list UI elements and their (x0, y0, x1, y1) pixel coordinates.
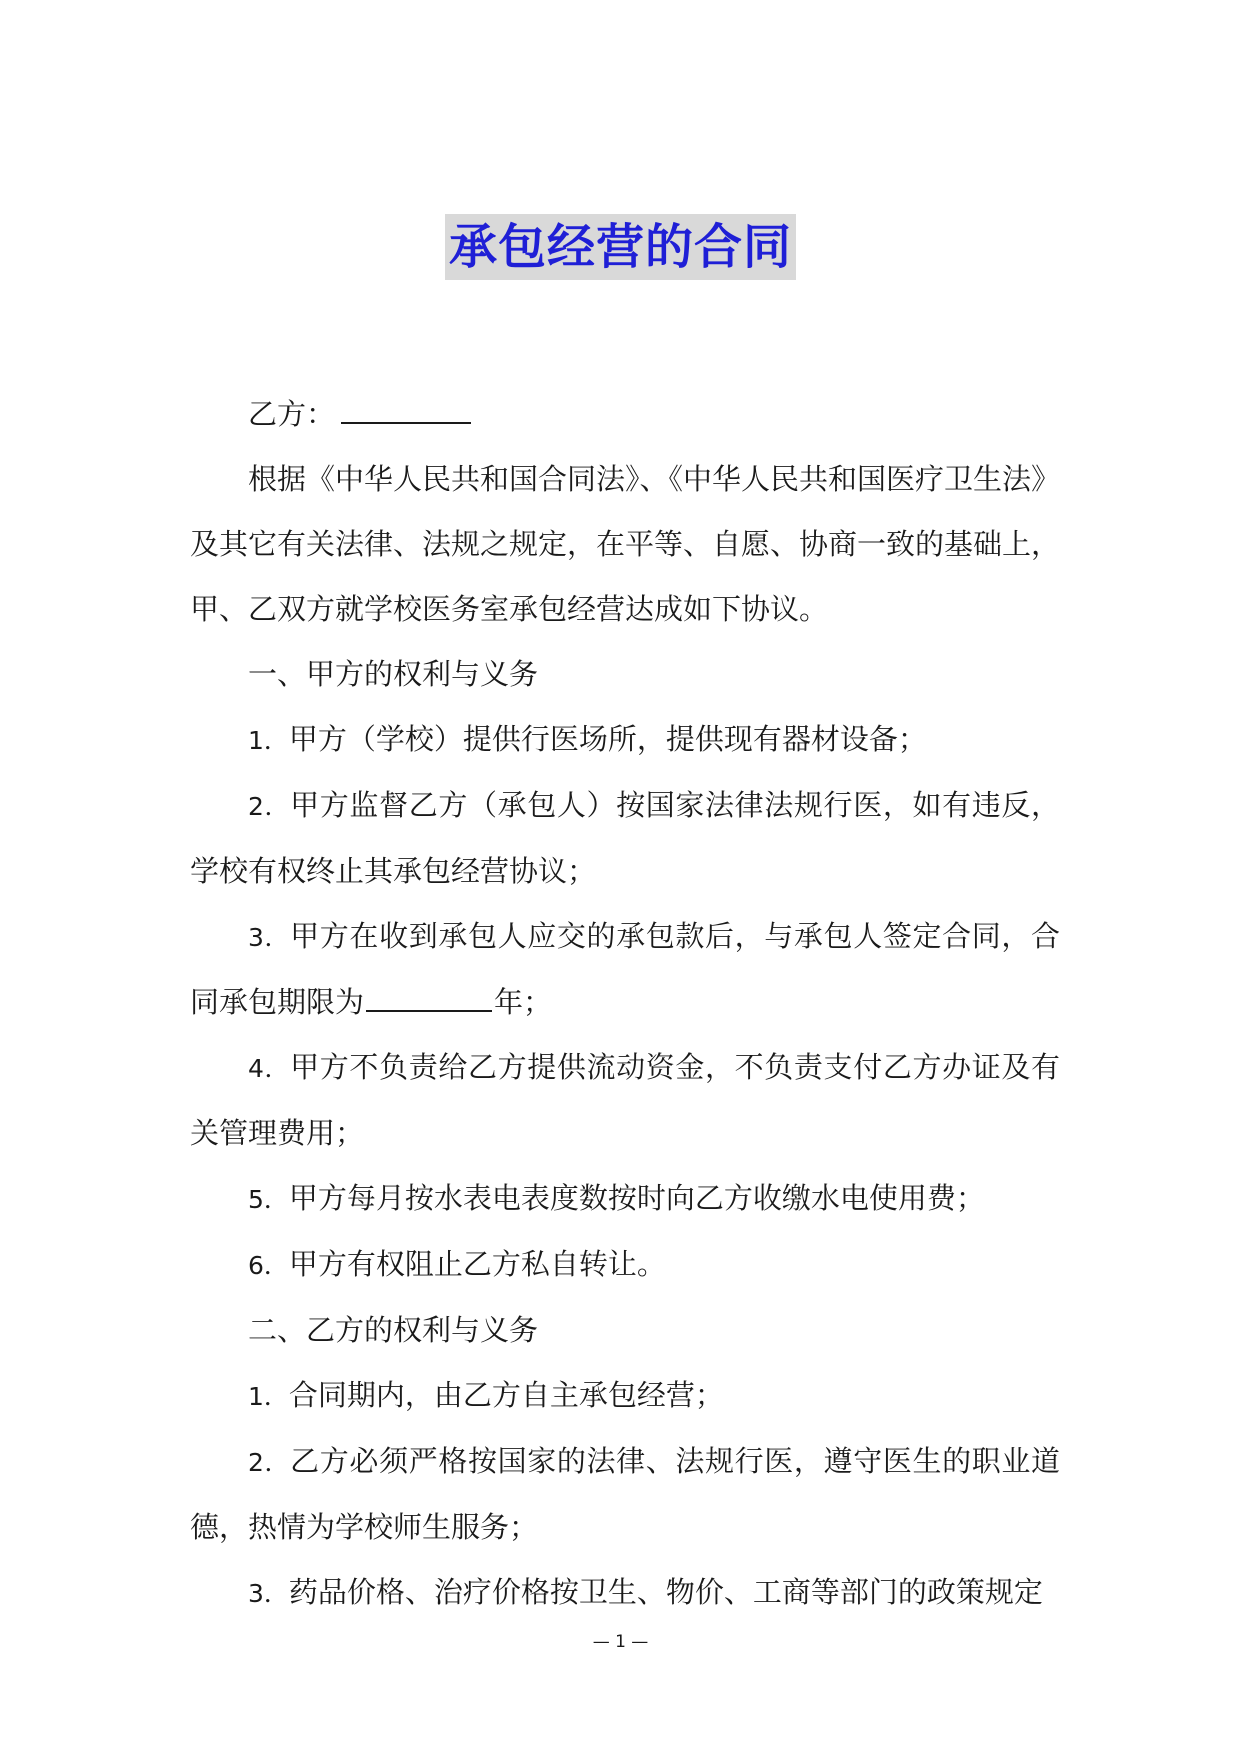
s1-item3 (190, 904, 1060, 1035)
s1-item5-text: 甲方每月按水表电表度数按时向乙方收缴水电使用费； (288, 1181, 985, 1215)
s2-item2 (190, 1429, 1060, 1560)
s2-item3-text: 药品价格、治疗价格按卫生、物价、工商等部门的政策规定 (288, 1575, 1043, 1609)
s1-item1 (190, 707, 1060, 773)
s2-item2-text: 乙方必须严格按国家的法律、法规行医，遵守医生的职业道德，热情为学校师生服务； (190, 1444, 1060, 1544)
intro-paragraph: 根据《中华人民共和国合同法》、《中华人民共和国医疗卫生法》及其它有关法律、法规之规定，在平等、自愿、协商一致的基础上，甲、乙双方就学校医务室承包经营达成如下协议。 (190, 462, 1061, 626)
s2-item1-number: 1． (248, 1382, 289, 1411)
s1-item2-text: 甲方监督乙方（承包人）按国家法律法规行医，如有违反，学校有权终止其承包经营协议； (190, 788, 1060, 888)
term-years-blank (366, 984, 492, 1012)
s1-item5-number: 5． (248, 1185, 289, 1214)
document-body (190, 382, 1060, 1626)
s1-item4-number: 4． (248, 1054, 291, 1083)
s1-item5 (190, 1166, 1060, 1232)
s2-item2-number: 2． (248, 1448, 291, 1477)
party-b-blank (341, 396, 471, 424)
s1-item1-text: 甲方（学校）提供行医场所，提供现有器材设备； (288, 722, 927, 756)
section1-heading: 一、甲方的权利与义务 (248, 657, 539, 691)
s2-item3-number: 3． (248, 1579, 289, 1608)
s1-item3-text-b: 年； (494, 985, 553, 1019)
s2-item1 (190, 1363, 1060, 1429)
party-b-line (190, 382, 1060, 447)
s1-item6-number: 6． (248, 1251, 289, 1280)
s1-item4 (190, 1035, 1060, 1166)
s1-item2 (190, 773, 1060, 904)
s1-item4-text: 甲方不负责给乙方提供流动资金，不负责支付乙方办证及有关管理费用； (190, 1050, 1060, 1150)
section2-heading: 二、乙方的权利与义务 (248, 1313, 539, 1347)
s1-item6-text: 甲方有权阻止乙方私自转让。 (288, 1247, 666, 1281)
document-title: 承包经营的合同 (445, 214, 796, 280)
page-number-footer: — 1 — (592, 1632, 649, 1652)
s1-item2-number: 2． (248, 792, 291, 821)
s2-item1-text: 合同期内，由乙方自主承包经营； (288, 1378, 724, 1412)
party-b-label: 乙方： (248, 397, 336, 431)
s1-item6 (190, 1232, 1060, 1298)
s1-item1-number: 1． (248, 726, 289, 755)
s1-item3-text-a: 甲方在收到承包人应交的承包款后，与承包人签定合同，合同承包期限为 (190, 919, 1060, 1019)
s1-item3-number: 3． (248, 923, 291, 952)
s2-item3 (190, 1560, 1060, 1626)
title-container (0, 214, 1241, 280)
